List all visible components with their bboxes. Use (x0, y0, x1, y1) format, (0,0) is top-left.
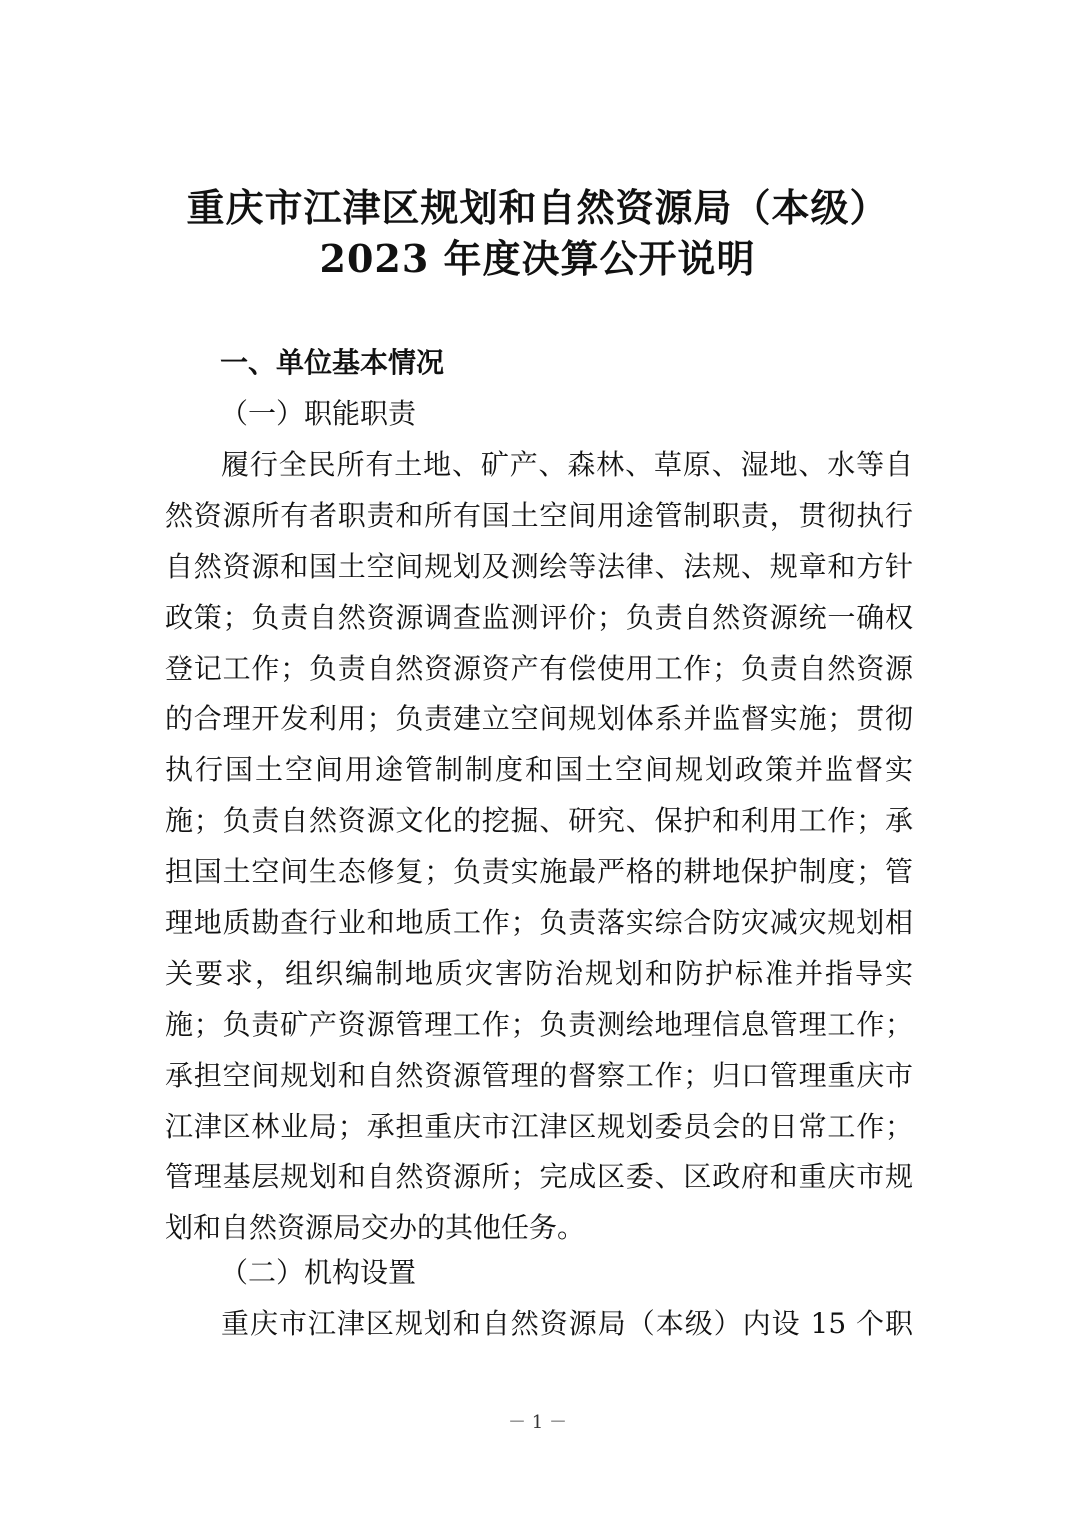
paragraph-line: 然资源所有者职责和所有国土空间用途管制职责，贯彻执行 (165, 498, 913, 532)
paragraph-line: 登记工作；负责自然资源资产有偿使用工作；负责自然资源 (165, 651, 913, 685)
paragraph-line: 理地质勘查行业和地质工作；负责落实综合防灾减灾规划相 (165, 906, 913, 940)
paragraph-line: 管理基层规划和自然资源所；完成区委、区政府和重庆市规 (165, 1160, 913, 1194)
paragraph-line: 政策；负责自然资源调查监测评价；负责自然资源统一确权 (165, 600, 913, 634)
paragraph-line: 履行全民所有土地、矿产、森林、草原、湿地、水等自 (221, 448, 913, 481)
organization-paragraph-line: 重庆市江津区规划和自然资源局（本级）内设 15 个职 (221, 1307, 913, 1340)
subsection-heading-functions: （一）职能职责 (220, 397, 417, 430)
paragraph-line: 划和自然资源局交办的其他任务。 (165, 1211, 586, 1245)
paragraph-line: 施；负责自然资源文化的挖掘、研究、保护和利用工作；承 (165, 804, 913, 838)
paragraph-line: 执行国土空间用途管制制度和国土空间规划政策并监督实 (165, 753, 913, 787)
paragraph-line: 的合理开发利用；负责建立空间规划体系并监督实施；贯彻 (165, 702, 913, 736)
functions-paragraph (165, 445, 913, 1259)
paragraph-line: 自然资源和国土空间规划及测绘等法律、法规、规章和方针 (165, 549, 913, 583)
subsection-heading-organization: （二）机构设置 (220, 1256, 417, 1289)
paragraph-line: 承担空间规划和自然资源管理的督察工作；归口管理重庆市 (165, 1058, 913, 1092)
section-heading-basic-info: 一、单位基本情况 (220, 346, 445, 379)
page-number: － 1 － (508, 1412, 567, 1433)
document-title-line-1: 重庆市江津区规划和自然资源局（本级） (186, 185, 889, 230)
document-title-line-2: 2023 年度决算公开说明 (319, 236, 756, 281)
paragraph-line: 关要求，组织编制地质灾害防治规划和防护标准并指导实 (165, 956, 913, 990)
paragraph-line: 担国土空间生态修复；负责实施最严格的耕地保护制度；管 (165, 855, 913, 889)
paragraph-line: 施；负责矿产资源管理工作；负责测绘地理信息管理工作； (165, 1007, 913, 1041)
paragraph-line: 江津区林业局；承担重庆市江津区规划委员会的日常工作； (165, 1109, 913, 1143)
